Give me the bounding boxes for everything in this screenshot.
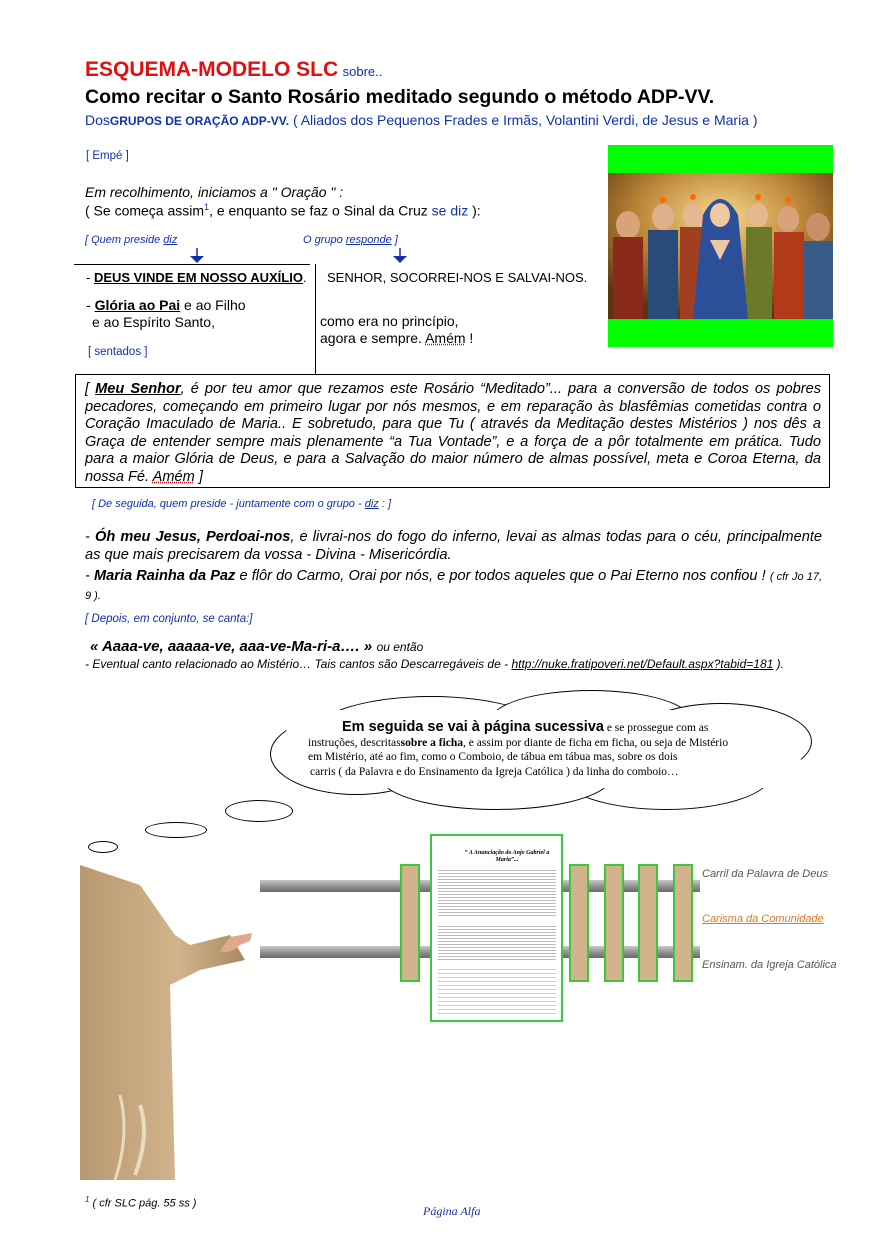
footnote-text: ( cfr SLC pág. 55 ss )	[92, 1197, 197, 1210]
se-diz: se diz	[431, 202, 469, 219]
card-text-lines	[438, 868, 556, 918]
arrow-down-icon	[388, 248, 412, 264]
header-title-line	[85, 58, 382, 82]
thought-bubble-smaller	[145, 822, 207, 838]
de-seguida-b: : ]	[381, 498, 392, 510]
label-carisma: Carisma da Comunidade	[702, 913, 824, 925]
label-palavra: Carril da Palavra de Deus	[702, 868, 828, 880]
painting-image	[608, 145, 833, 347]
mystery-card	[430, 834, 563, 1022]
responde-close: ]	[394, 234, 398, 246]
card-text-lines-3	[438, 966, 556, 1016]
meu-senhor: Meu Senhor	[95, 381, 181, 397]
e-ao-filho: e ao Filho	[184, 297, 246, 313]
agora-e-sempre: agora e sempre.	[320, 330, 422, 346]
table-divider	[315, 264, 316, 374]
deus-vinde: DEUS VINDE EM NOSSO AUXÍLIO	[93, 270, 303, 285]
page-title: ESQUEMA-MODELO SLC	[85, 58, 339, 81]
ave-maria-line	[90, 638, 423, 656]
gloria-ao-pai: Glória ao Pai	[94, 297, 181, 313]
sentados-note: [ sentados ]	[88, 346, 148, 358]
invocation-right-2a: como era no princípio,	[320, 313, 459, 329]
empe-note: [ Empé ]	[86, 150, 129, 162]
invocation-left-2b: e ao Espírito Santo,	[92, 314, 215, 330]
groups-name: GRUPOS DE ORAÇÃO ADP-VV.	[109, 114, 290, 128]
se-comeca-c: ):	[472, 202, 481, 219]
page-label: Página Alfa	[423, 1204, 481, 1218]
invocation-right-2b	[320, 330, 473, 346]
jesus-prayer: - Óh meu Jesus, Perdoai-nos, e livrai-nos do fogo do inferno, levai as almas todas para o céu, principalmente as que mais precisarem da vossa - Divina - Misericórdia.	[85, 529, 822, 563]
de-seguida-note	[92, 498, 391, 510]
maria-prayer: - Maria Rainha da Paz e flôr do Carmo, Orai por nós, e por todos aqueles que o Pai Eterno nos confiou ! ( cfr Jo 17, 9 ).	[85, 568, 823, 602]
canto-end: ).	[776, 657, 784, 671]
title-suffix: sobre..	[342, 64, 383, 79]
sleeper	[604, 864, 624, 982]
sleeper	[673, 864, 693, 982]
table-top-line	[74, 264, 310, 265]
amen-word: Amém	[425, 330, 466, 346]
se-comeca-b: , e enquanto se faz o Sinal da Cruz	[209, 202, 428, 219]
footnote	[85, 1195, 196, 1210]
groups-prefix: Dos	[85, 112, 110, 128]
recolhimento-text: Em recolhimento, iniciamos a " Oração " :	[85, 184, 344, 200]
page-subtitle: Como recitar o Santo Rosário meditado segundo o método ADP-VV.	[85, 86, 715, 108]
quem-preside: [ Quem preside	[85, 234, 161, 246]
right-column-header	[303, 234, 398, 246]
offering-amen: Amém	[152, 468, 195, 485]
friar-figure	[80, 865, 255, 1180]
sleeper	[638, 864, 658, 982]
canto-text: - Eventual canto relacionado ao Mistério… Tais cantos são Descarregáveis de -	[85, 657, 509, 671]
invocation-left-1: - DEUS VINDE EM NOSSO AUXÍLIO.	[86, 270, 307, 285]
thought-cloud	[260, 688, 820, 813]
maria-rest: e flôr do Carmo, Orai por nós, e por todos aqueles que o Pai Eterno nos confiou !	[239, 568, 766, 584]
left-column-header	[85, 234, 177, 246]
groups-desc: ( Aliados dos Pequenos Frades e Irmãs, Volantini Verdi, de Jesus e Maria )	[292, 112, 758, 128]
amen-excl: !	[469, 330, 474, 346]
footnote-num: 1	[85, 1195, 90, 1204]
ave-chant: « Aaaa-ve, aaaaa-ve, aaa-ve-Ma-ri-a…. »	[90, 638, 373, 655]
download-link[interactable]: http://nuke.fratipoveri.net/Default.aspx?tabid=181	[511, 657, 774, 671]
sleeper	[569, 864, 589, 982]
offering-text: , é por teu amor que rezamos este Rosário “Meditado”... para a conversão de todos os pobres pecadores, começando em primeiro lugar por nós mesmos, e em reparação às blasfêmias cometidas contra o Coração Imaculado de Maria.. E sobretudo, para que Tu ( através da Meditação destes Mistérios ) nos dês a Graça de entender sempre mais plenamente “a Tua Vontade”, e a força de a pôr totalmente em prática. Tudo para a maior Glória de Deus, e para a Salvação do maior número de almas possível, meta e Coroa Eterna, da nossa Fé.	[85, 381, 821, 485]
footnote-mark: 1	[204, 202, 210, 212]
se-comeca-line	[85, 202, 481, 219]
maria-ref: ( cfr Jo 17, 9 ).	[85, 571, 823, 602]
invocation-left-2: - Glória ao Pai e ao Filho	[86, 297, 246, 313]
card-text-lines-2	[438, 924, 556, 960]
label-ensinamento: Ensinam. da Igreja Católica	[702, 959, 837, 971]
diz-label: diz	[163, 234, 178, 246]
se-comeca-a: ( Se começa assim	[85, 202, 205, 219]
responde-label: responde	[345, 234, 392, 246]
arrow-down-icon	[185, 248, 209, 264]
cloud-rest1: e se prossegue com as	[606, 722, 709, 734]
invocation-right-1: SENHOR, SOCORREI-NOS E SALVAI-NOS.	[327, 270, 588, 285]
sleeper	[400, 864, 420, 982]
o-grupo: O grupo	[303, 234, 343, 246]
thought-bubble-smallest	[88, 841, 118, 853]
jesus-rest: , e livrai-nos do fogo do inferno, levai as almas todas para o céu, principalmente as que mais precisarem da vossa - Divina - Misericórdia.	[85, 529, 822, 563]
card-title: “ A Anunciação do Anjo Gabriel a Maria”...	[464, 850, 550, 863]
cloud-line2a: instruções, descritas	[308, 736, 401, 749]
cloud-text	[308, 720, 808, 779]
cloud-line2b: , e assim por diante de ficha em ficha, ou seja de Mistério	[463, 736, 729, 749]
de-seguida-diz: diz	[364, 498, 379, 510]
thought-bubble-small	[225, 800, 293, 822]
de-seguida-a: [ De seguida, quem preside - juntamente com o grupo -	[92, 498, 362, 510]
offering-close: ]	[198, 468, 203, 485]
cloud-line4: carris ( da Palavra e do Ensinamento da Igreja Católica ) da linha do comboio…	[310, 765, 679, 778]
canto-line	[85, 657, 784, 671]
cloud-bold: Em seguida se vai à página sucessiva	[342, 719, 604, 735]
maria-bold: Maria Rainha da Paz	[94, 568, 236, 584]
offering-open: [	[85, 381, 90, 397]
ou-entao: ou então	[376, 640, 424, 654]
cloud-line2-bold: sobre a ficha	[400, 736, 464, 749]
pentecost-painting	[608, 145, 833, 347]
offering-prayer-box	[75, 374, 830, 488]
cloud-line3: em Mistério, até ao fim, como o Comboio, de tábua em tábua mas, sobre os dois	[308, 751, 678, 763]
depois-note: [ Depois, em conjunto, se canta:]	[85, 613, 253, 625]
groups-line	[85, 112, 758, 128]
jesus-bold: Óh meu Jesus, Perdoai-nos	[94, 529, 291, 545]
